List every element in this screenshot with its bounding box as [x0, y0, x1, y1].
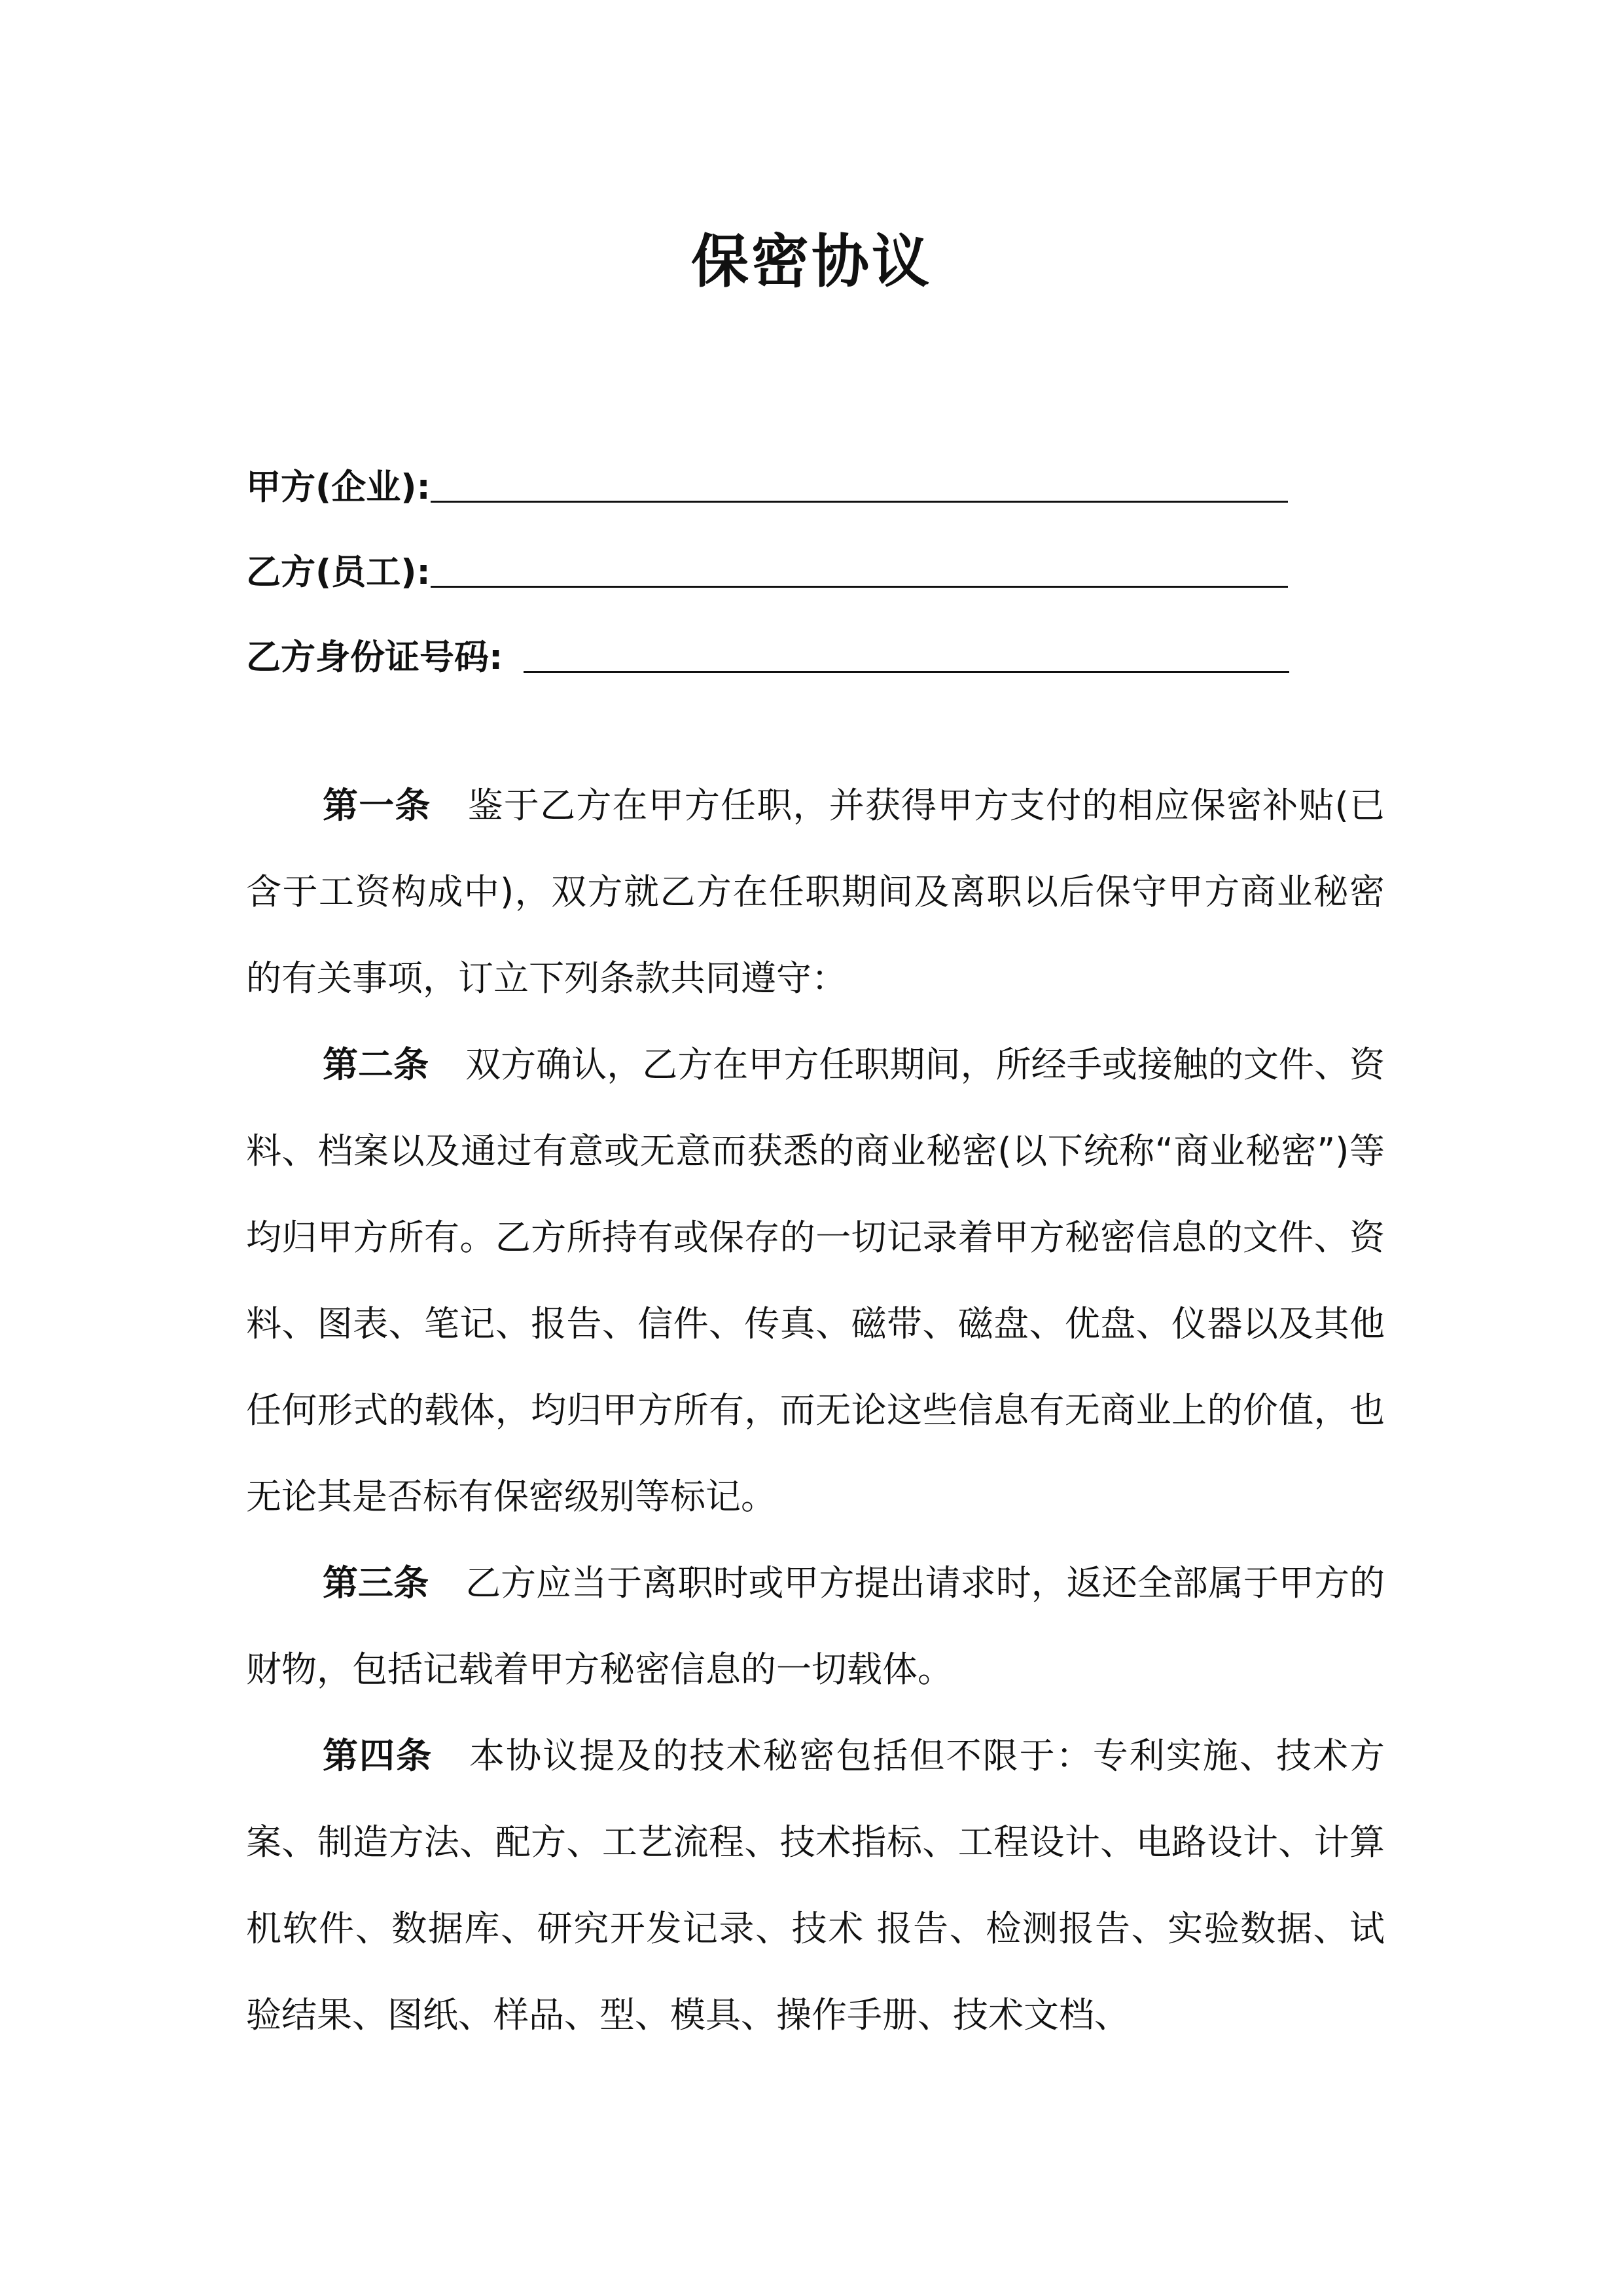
party-b-label: 乙方(员工):: [246, 552, 431, 592]
article-1-number: 第一条: [323, 785, 431, 826]
party-b-blank: [431, 552, 1288, 588]
article-1: [246, 762, 1385, 1022]
document-title: 保密协议: [690, 228, 932, 295]
party-a-label: 甲方(企业):: [246, 467, 431, 507]
party-b-id-blank: [524, 637, 1289, 673]
party-b-id-label: 乙方身份证号码:: [246, 637, 503, 677]
article-2-number: 第二条: [323, 1044, 429, 1085]
article-3-number: 第三条: [323, 1562, 429, 1604]
article-4-number: 第四条: [323, 1735, 433, 1776]
article-3-text: 乙方应当于离职时或甲方提出请求时，返还全部属于甲方的财物，包括记载着甲方秘密信息的一切载体。: [246, 1562, 1385, 1690]
party-b-id-line: [246, 596, 1391, 681]
article-4: [246, 1713, 1385, 2058]
party-b-line: [246, 511, 1391, 596]
article-2: [246, 1022, 1385, 1540]
article-4-text: 本协议提及的技术秘密包括但不限于：专利实施、技术方案、制造方法、配方、工艺流程、技术指标、工程设计、电路设计、计算机软件、数据库、研究开发记录、技术 报告、检测报告、实验数据、试验结果、图纸、样品、型、模具、操作手册、技术文档、: [246, 1735, 1385, 2036]
party-a-line: [246, 425, 1391, 511]
article-2-text: 双方确认，乙方在甲方任职期间，所经手或接触的文件、资料、档案以及通过有意或无意而获悉的商业秘密(以下统称“商业秘密”)等均归甲方所有。乙方所持有或保存的一切记录着甲方秘密信息的文件、资料、图表、笔记、报告、信件、传真、磁带、磁盘、优盘、仪器以及其他任何形式的载体，均归甲方所有，而无论这些信息有无商业上的价值，也无论其是否标有保密级别等标记。: [246, 1044, 1385, 1517]
article-1-text: 鉴于乙方在甲方任职，并获得甲方支付的相应保密补贴(已含于工资构成中)，双方就乙方在任职期间及离职以后保守甲方商业秘密的有关事项，订立下列条款共同遵守：: [246, 785, 1385, 999]
party-info-block: [246, 425, 1391, 681]
party-a-blank: [431, 467, 1288, 503]
agreement-body: [246, 762, 1385, 2058]
article-3: [246, 1540, 1385, 1713]
